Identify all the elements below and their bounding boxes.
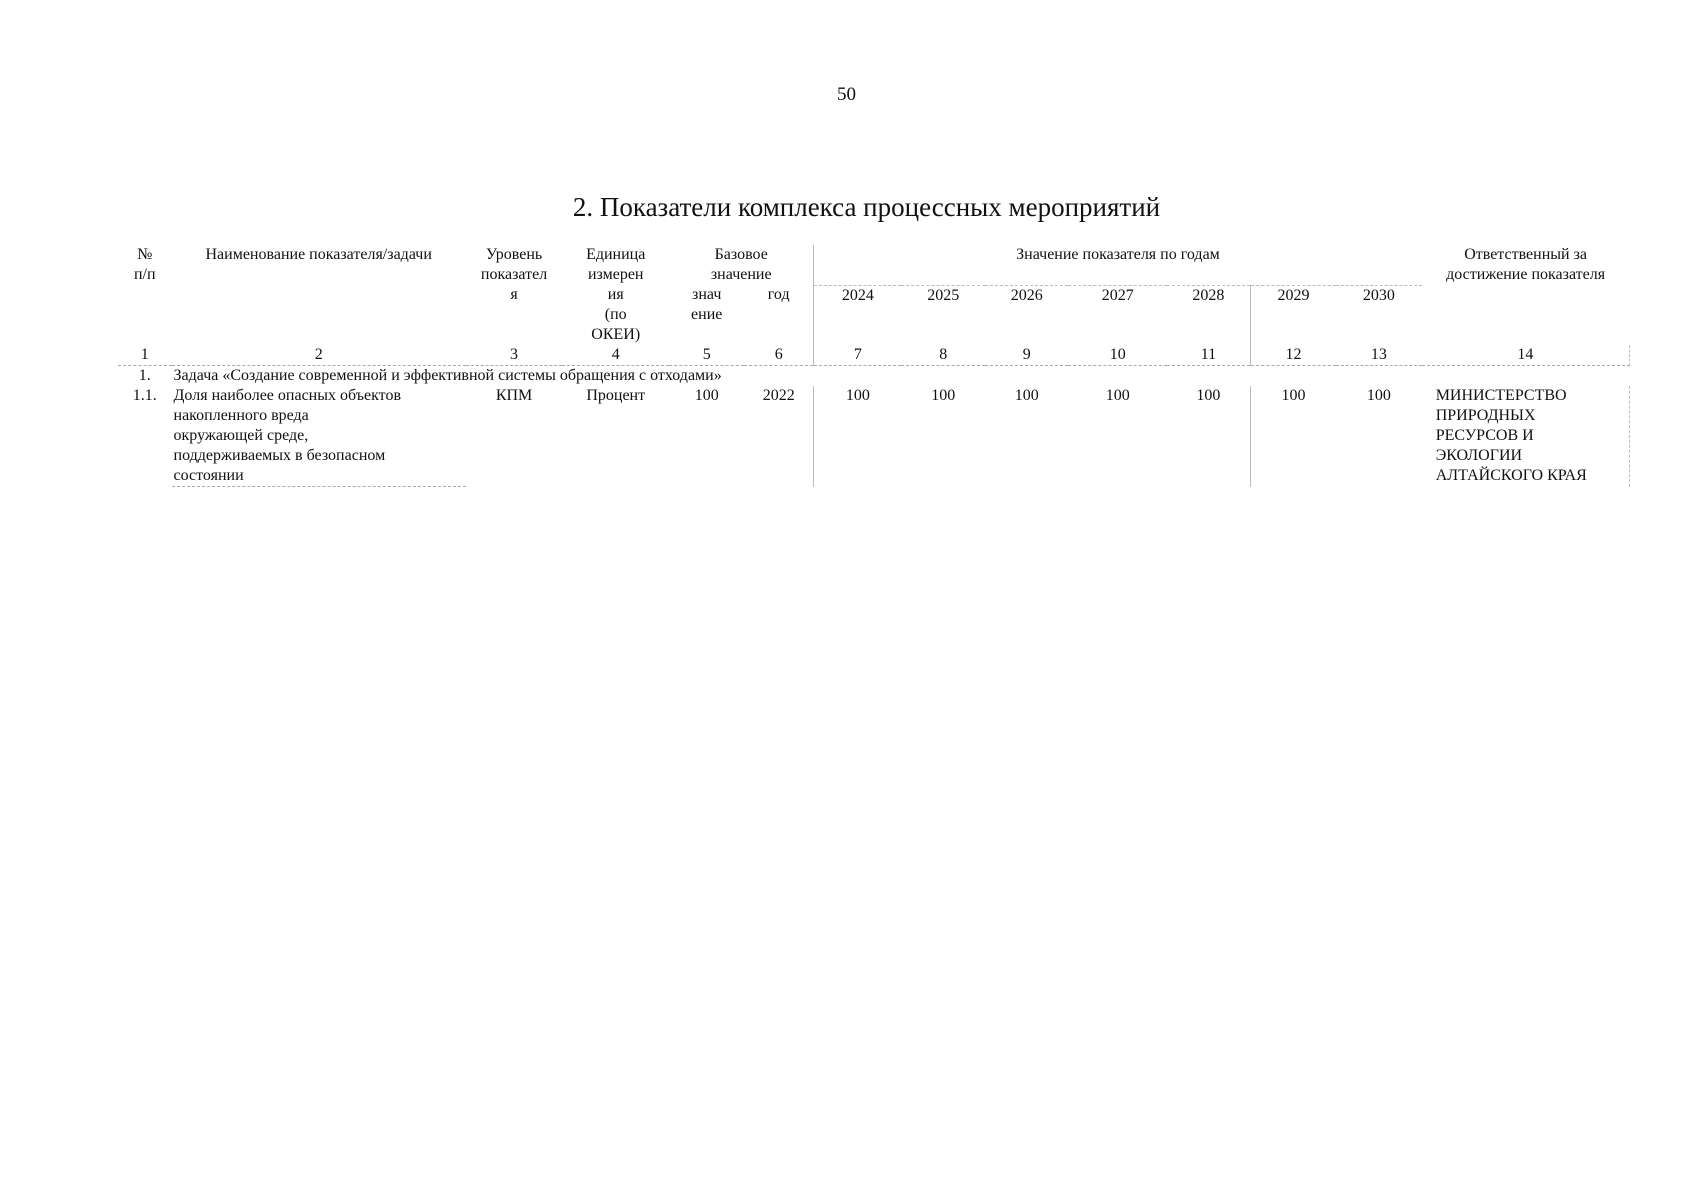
header-year: 2025 xyxy=(901,285,984,345)
header-base: Базовое значение xyxy=(710,246,772,283)
indicator-value: 100 xyxy=(1366,387,1391,404)
task-num: 1. xyxy=(138,367,151,384)
indicator-name: Доля наиболее опасных объектов накопленного вреда окружающей среде, поддерживаемых в безопасном состоянии xyxy=(172,386,466,487)
header-responsible: Ответственный за достижение показателя xyxy=(1446,246,1606,283)
header-num: № п/п xyxy=(133,246,156,283)
indicator-value: 100 xyxy=(814,386,902,487)
header-year: 2026 xyxy=(985,285,1068,345)
column-number: 3 xyxy=(466,345,562,366)
indicators-table xyxy=(118,245,1630,487)
page-number: 50 xyxy=(837,84,856,105)
indicator-responsible: МИНИСТЕРСТВО ПРИРОДНЫХ РЕСУРСОВ И ЭКОЛОГИИ АЛТАЙСКОГО КРАЯ xyxy=(1422,386,1630,487)
header-name: Наименование показателя/задачи xyxy=(205,246,432,263)
indicator-value: 100 xyxy=(1250,386,1336,487)
column-number: 2 xyxy=(172,345,466,366)
column-number: 5 xyxy=(669,345,744,366)
task-row xyxy=(118,366,1630,387)
column-number: 12 xyxy=(1250,345,1336,366)
header-unit: Единица измерен ия (по ОКЕИ) xyxy=(586,246,646,343)
indicator-level: КПМ xyxy=(495,387,533,404)
column-number: 4 xyxy=(562,345,669,366)
header-years-group: Значение показателя по годам xyxy=(814,245,1422,285)
indicator-num: 1.1. xyxy=(132,387,157,404)
header-year: 2030 xyxy=(1336,285,1422,345)
section-title: 2. Показатели комплекса процессных мероприятий xyxy=(572,192,1161,222)
column-number: 6 xyxy=(744,345,814,366)
column-number: 14 xyxy=(1422,345,1630,366)
indicator-value: 100 xyxy=(1014,387,1039,404)
header-year: 2027 xyxy=(1068,285,1166,345)
indicator-value: 100 xyxy=(931,387,956,404)
indicator-row xyxy=(118,386,1630,487)
indicator-base-value: 100 xyxy=(694,387,719,404)
header-level: Уровень показател я xyxy=(480,246,548,303)
header-row-1 xyxy=(118,245,1630,285)
column-number: 7 xyxy=(814,345,902,366)
header-base-value: знач ение xyxy=(691,286,723,323)
indicator-value: 100 xyxy=(1196,387,1221,404)
column-number: 11 xyxy=(1167,345,1250,366)
indicator-unit: Процент xyxy=(586,387,646,404)
task-text: Задача «Создание современной и эффективной системы обращения с отходами» xyxy=(173,367,722,384)
column-numbers-row xyxy=(118,345,1630,366)
indicator-value: 100 xyxy=(1105,387,1130,404)
header-year: 2024 xyxy=(814,285,902,345)
header-year: 2028 xyxy=(1167,285,1250,345)
header-base-year: год xyxy=(767,286,790,303)
column-number: 8 xyxy=(901,345,984,366)
column-number: 1 xyxy=(118,345,172,366)
column-number: 10 xyxy=(1068,345,1166,366)
indicator-base-year: 2022 xyxy=(762,387,795,404)
header-year: 2029 xyxy=(1250,285,1336,345)
column-number: 13 xyxy=(1336,345,1422,366)
column-number: 9 xyxy=(985,345,1068,366)
